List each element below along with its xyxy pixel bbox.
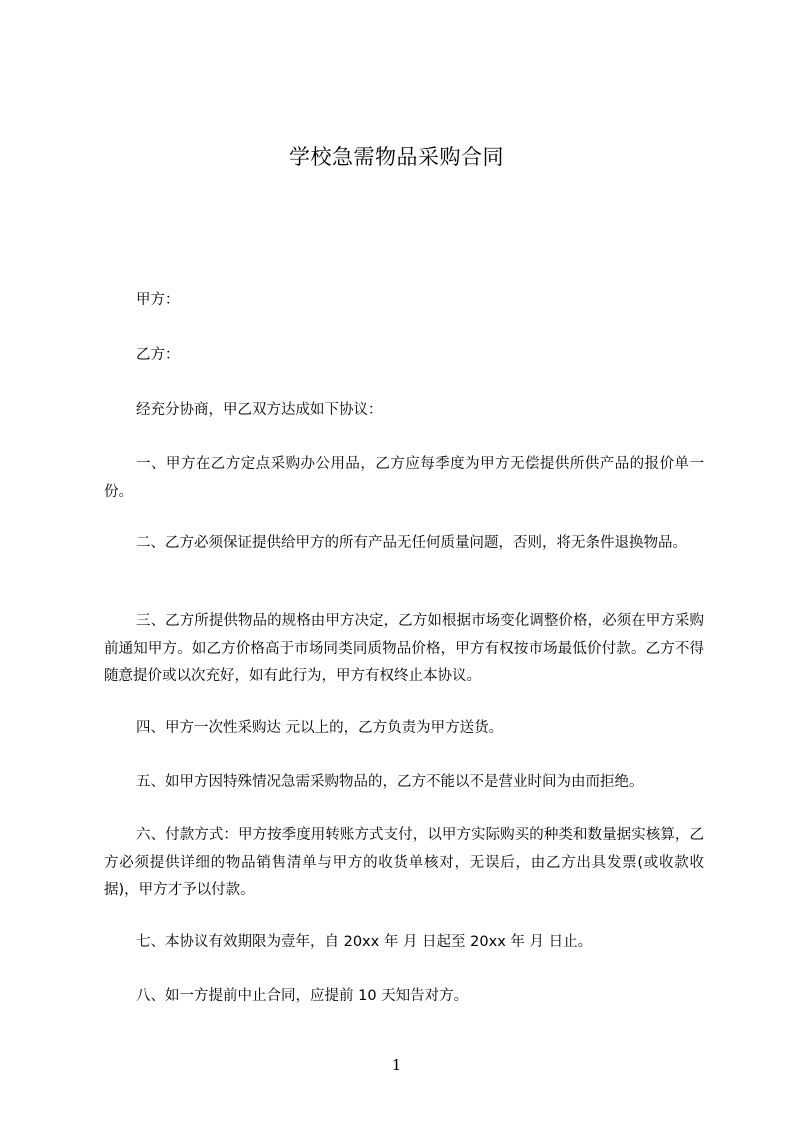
clause-4: 四、甲方一次性采购达 元以上的，乙方负责为甲方送货。: [136, 720, 504, 736]
party-a-line: 甲方：: [136, 292, 180, 308]
clause-5: 五、如甲方因特殊情况急需采购物品的，乙方不能以不是营业时间为由而拒绝。: [136, 774, 644, 790]
clause-1: 一、甲方在乙方定点采购办公用品，乙方应每季度为甲方无偿提供所供产品的报价单一份。: [104, 456, 704, 500]
clause-8: 八、如一方提前中止合同，应提前 10 天知告对方。: [136, 988, 469, 1004]
clause-2: 二、乙方必须保证提供给甲方的所有产品无任何质量问题，否则，将无条件退换物品。: [136, 535, 687, 551]
clause-3: 三、乙方所提供物品的规格由甲方决定，乙方如根据市场变化调整价格，必须在甲方采购前通知甲方。如乙方价格高于市场同类同质物品价格，甲方有权按市场最低价付款。乙方不得随意提价或以次充好，如有此行为，甲方有权终止本协议。: [104, 613, 704, 684]
document-title: 学校急需物品采购合同: [289, 145, 504, 169]
clause-7: 七、本协议有效期限为壹年，自 20xx 年 月 日起至 20xx 年 月 日止。: [136, 934, 593, 950]
clause-6: 六、付款方式：甲方按季度用转账方式支付，以甲方实际购买的种类和数量据实核算，乙方必须提供详细的物品销售清单与甲方的收货单核对，无误后，由乙方出具发票(或收款收据)，甲方才予以付款。: [104, 827, 704, 898]
page-number: 1: [391, 1056, 402, 1074]
party-b-line: 乙方：: [136, 347, 180, 363]
intro-line: 经充分协商，甲乙双方达成如下协议：: [136, 402, 383, 418]
